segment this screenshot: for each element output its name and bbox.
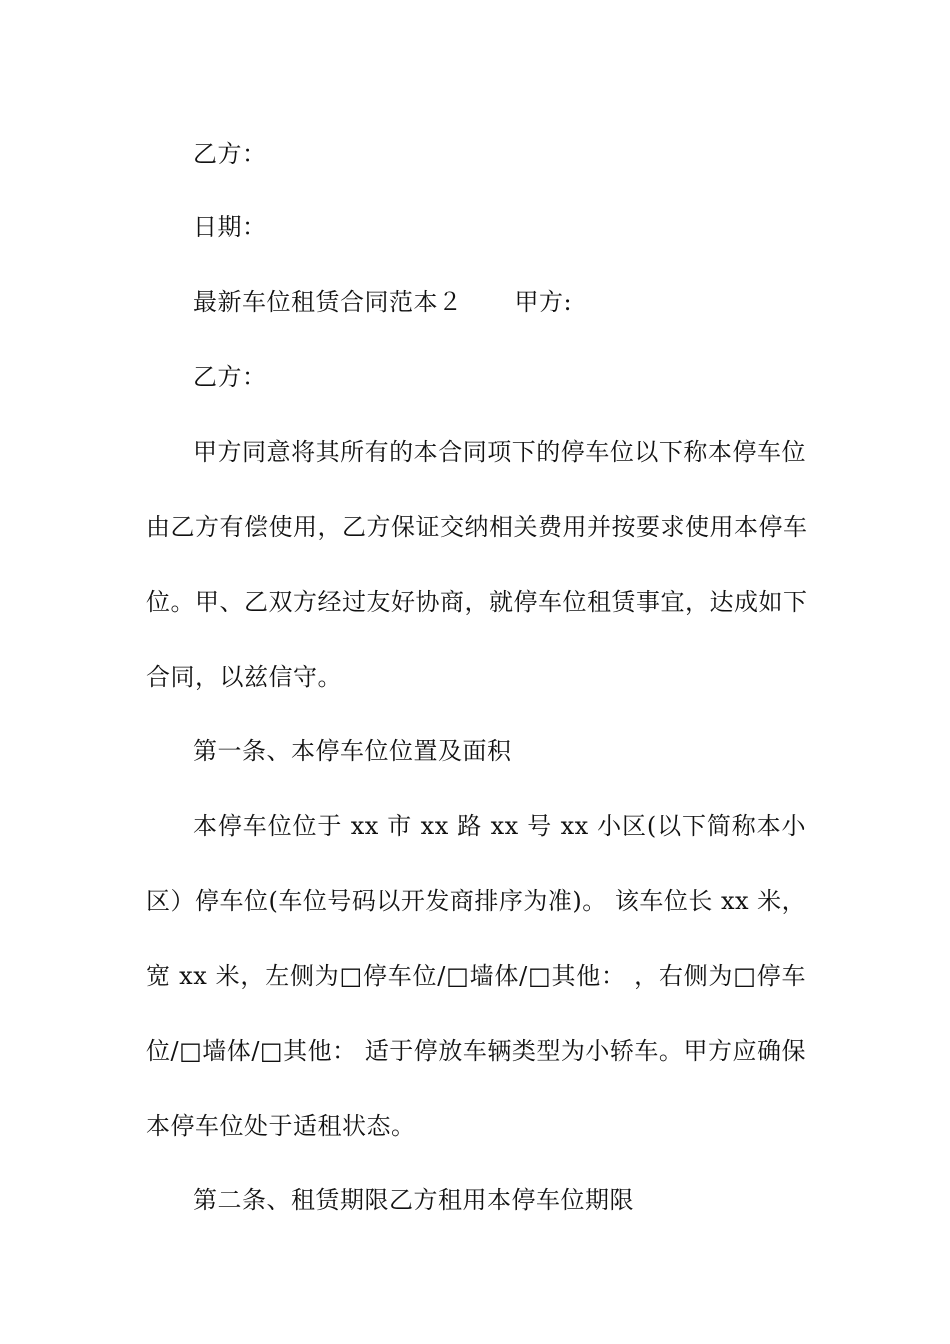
party-b-label: 乙方： [193,140,267,168]
party-b-label-second: 乙方： [193,363,267,391]
paragraph-line: 本停车位处于适租状态。 [146,1112,416,1140]
article-2-title: 第二条、租赁期限乙方租用本停车位期限 [193,1186,634,1214]
paragraph-line: 位/□墙体/□其他： 适于停放车辆类型为小轿车。甲方应确保 [146,1037,806,1065]
paragraph-line: 合同，以兹信守。 [146,663,342,691]
paragraph-line: 位。甲、乙双方经过友好协商，就停车位租赁事宜，达成如下 [146,588,808,616]
paragraph-line: 本停车位位于 xx 市 xx 路 xx 号 xx 小区(以下简称本小 [193,812,806,840]
paragraph-line: 宽 xx 米，左侧为□停车位/□墙体/□其他： ，右侧为□停车 [146,962,806,990]
contract-heading-line [193,286,806,318]
contract-title: 最新车位租赁合同范本２ [193,288,463,316]
article-1-title: 第一条、本停车位位置及面积 [193,737,512,765]
paragraph-line: 由乙方有偿使用，乙方保证交纳相关费用并按要求使用本停车 [146,513,808,541]
date-label: 日期： [193,213,267,241]
party-a-label: 甲方: [514,288,573,316]
paragraph-line: 甲方同意将其所有的本合同项下的停车位以下称本停车位 [193,438,806,466]
paragraph-line: 区）停车位(车位号码以开发商排序为准)。 该车位长 xx 米， [146,887,807,915]
